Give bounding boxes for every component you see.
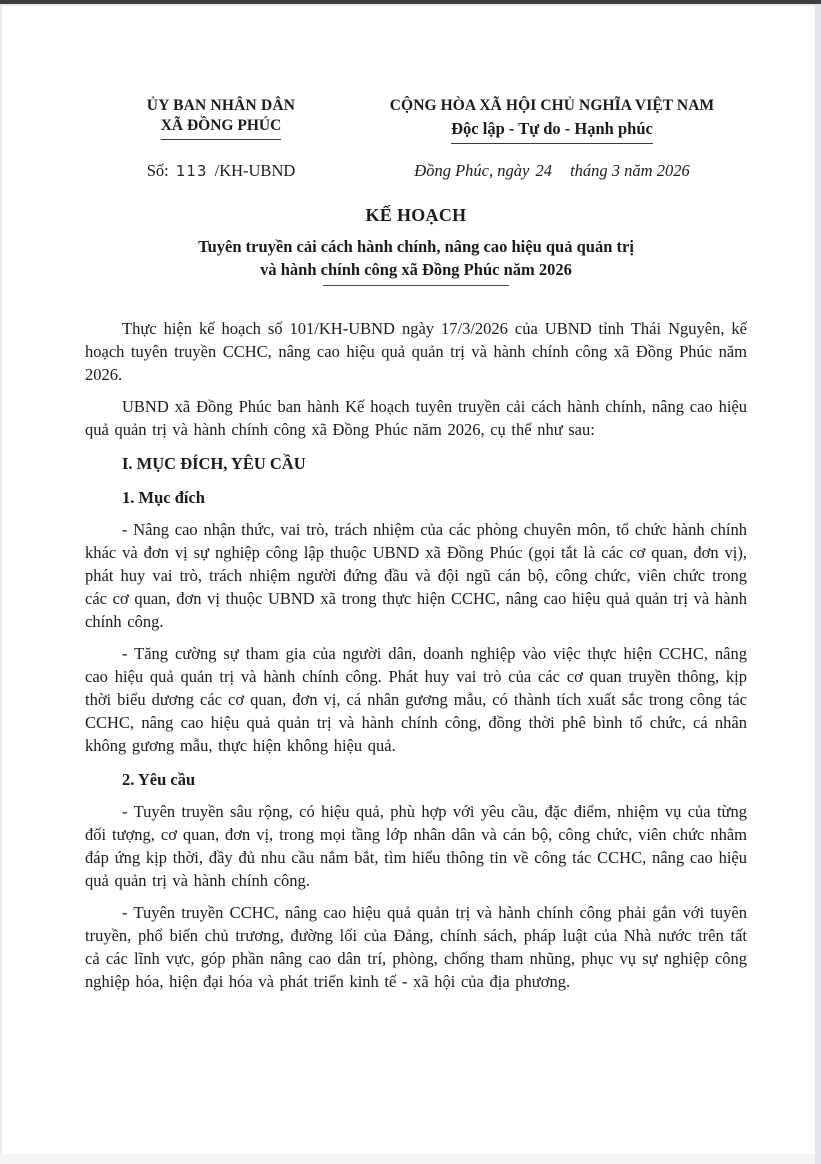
scan-top-edge-shadow xyxy=(0,4,821,6)
national-motto-wrap xyxy=(357,118,747,144)
document-body xyxy=(85,308,747,993)
document-subtitle-line1: Tuyên truyền cải cách hành chính, nâng cao hiệu quả quản trị xyxy=(198,237,634,256)
document-number-suffix: /KH-UBND xyxy=(214,161,296,180)
date-day-value: 24 xyxy=(535,161,552,180)
issuing-org-unit-wrap xyxy=(85,116,357,140)
scan-bottom-edge xyxy=(0,1154,815,1164)
issuing-org-unit: XÃ ĐỒNG PHÚC xyxy=(161,116,282,140)
subsection-heading-yeu-cau: 2. Yêu cầu xyxy=(122,770,196,789)
scan-right-edge xyxy=(815,4,821,1164)
place-date-prefix: Đồng Phúc, ngày xyxy=(414,161,530,180)
body-paragraph: - Tuyên truyền sâu rộng, có hiệu quả, phù hợp với yêu cầu, đặc điểm, nhiệm vụ của từng đối tượng, cơ quan, đơn vị, trong mọi tầng lớp nhân dân và cán bộ, công chức, viên chức nhằm đáp ứng kịp thời, đầy đủ nhu cầu nắm bắt, tìm hiểu thông tin về công tác CCHC, nâng cao hiệu quả quản trị và hành chính công. xyxy=(85,802,747,890)
national-title: CỘNG HÒA XÃ HỘI CHỦ NGHĨA VIỆT NAM xyxy=(389,97,715,114)
issuing-org-name: ỦY BAN NHÂN DÂN xyxy=(146,97,296,114)
body-paragraph: Thực hiện kế hoạch số 101/KH-UBND ngày 17/3/2026 của UBND tỉnh Thái Nguyên, kế hoạch tuyên truyền CCHC, nâng cao hiệu quả quản trị và hành chính công xã Đồng Phúc năm 2026. xyxy=(85,319,747,384)
national-header-block xyxy=(357,96,747,181)
section-heading-muc-dich-yeu-cau: I. MỤC ĐÍCH, YÊU CẦU xyxy=(122,454,306,473)
title-separator-rule xyxy=(323,285,509,286)
document-header xyxy=(85,96,747,181)
body-paragraph: - Tăng cường sự tham gia của người dân, doanh nghiệp vào việc thực hiện CCHC, nâng cao hiệu quả quản trị và hành chính công. Phát huy vai trò của các cơ quan truyền thông, kịp thời biểu dương các cơ quan, đơn vị, cá nhân gương mẫu, có thành tích xuất sắc trong công tác CCHC, nâng cao hiệu quả quản trị và hành chính công, đồng thời phê bình tổ chức, cá nhân không gương mẫu, thực hiện không hiệu quả. xyxy=(85,644,747,755)
issuing-authority-block xyxy=(85,96,357,181)
body-paragraph: - Nâng cao nhận thức, vai trò, trách nhiệm của các phòng chuyên môn, tổ chức hành chính khác và đơn vị sự nghiệp công lập thuộc UBND xã Đồng Phúc (gọi tắt là các cơ quan, đơn vị), phát huy vai trò, trách nhiệm người đứng đầu và đội ngũ cán bộ, công chức, viên chức trong các cơ quan, đơn vị thuộc UBND xã trong thực hiện CCHC, nâng cao hiệu quả quản trị và hành chính công. xyxy=(85,520,747,631)
place-date-suffix: tháng 3 năm 2026 xyxy=(570,161,690,180)
document-title: KẾ HOẠCH xyxy=(365,205,467,225)
national-motto: Độc lập - Tự do - Hạnh phúc xyxy=(451,118,653,144)
document-number-label: Số: xyxy=(146,161,169,180)
document-number xyxy=(85,161,357,181)
body-paragraph: UBND xã Đồng Phúc ban hành Kế hoạch tuyên truyền cải cách hành chính, nâng cao hiệu quả quản trị và hành chính công xã Đồng Phúc năm 2026, cụ thể như sau: xyxy=(85,397,747,439)
title-block xyxy=(85,205,747,286)
place-date-line xyxy=(357,161,747,181)
subsection-heading-muc-dich: 1. Mục đích xyxy=(122,488,205,507)
document-content xyxy=(85,96,747,993)
scan-left-edge xyxy=(0,4,2,1164)
document-subtitle-line2: và hành chính công xã Đồng Phúc năm 2026 xyxy=(260,260,572,279)
document-number-value: 113 xyxy=(175,162,208,180)
body-paragraph: - Tuyên truyền CCHC, nâng cao hiệu quả quản trị và hành chính công phải gắn với tuyên truyền, phổ biến chủ trương, đường lối của Đảng, chính sách, pháp luật của Nhà nước trên tất cả các lĩnh vực, góp phần nâng cao dân trí, phòng, chống tham nhũng, phục vụ sự nghiệp công nghiệp hóa, hiện đại hóa và phát triển kinh tế - xã hội của địa phương. xyxy=(85,903,747,991)
